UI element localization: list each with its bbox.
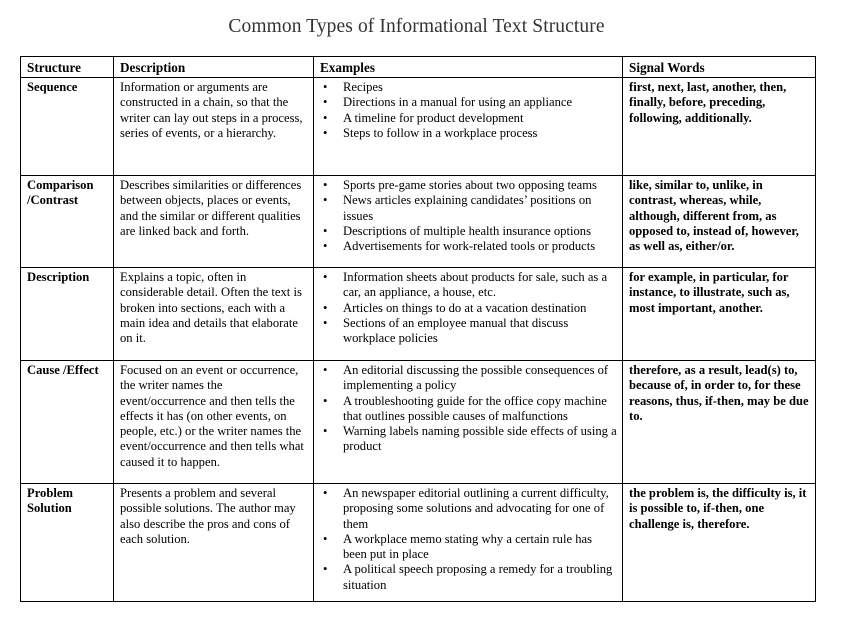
- structure-cell: Comparison /Contrast: [21, 176, 114, 268]
- header-examples: Examples: [314, 57, 623, 78]
- list-item: • A timeline for product development: [320, 111, 618, 126]
- table-header-row: [21, 57, 816, 78]
- signal-words-cell: like, similar to, unlike, in contrast, whereas, while, although, different from, as opposed to, instead of, however, as well as, either/or.: [623, 176, 816, 268]
- examples-cell: [314, 361, 623, 484]
- table-row: [21, 361, 816, 484]
- list-item: • Descriptions of multiple health insurance options: [320, 224, 618, 239]
- list-item: • Steps to follow in a workplace process: [320, 126, 618, 141]
- examples-cell: [314, 484, 623, 602]
- list-item: • A troubleshooting guide for the office copy machine that outlines possible causes of malfunctions: [320, 394, 618, 425]
- structure-cell: Cause /Effect: [21, 361, 114, 484]
- description-cell: Explains a topic, often in considerable detail. Often the text is broken into sections, each with a main idea and details that elaborate on it.: [114, 268, 314, 361]
- header-structure: Structure: [21, 57, 114, 78]
- structure-cell: Description: [21, 268, 114, 361]
- signal-words-cell: the problem is, the difficulty is, it is possible to, if-then, one challenge is, therefore.: [623, 484, 816, 602]
- examples-list: [320, 178, 618, 254]
- examples-cell: [314, 176, 623, 268]
- examples-list: [320, 270, 618, 346]
- examples-list: [320, 486, 618, 593]
- examples-cell: [314, 78, 623, 176]
- signal-words-cell: therefore, as a result, lead(s) to, because of, in order to, for these reasons, thus, if-then, may be due to.: [623, 361, 816, 484]
- description-cell: Focused on an event or occurrence, the writer names the event/occurrence and then tells the effects it has (on other events, on people, etc.) or the writer names the event/occurrence and then tells what caused it to happen.: [114, 361, 314, 484]
- examples-list: [320, 80, 618, 141]
- description-cell: Information or arguments are constructed in a chain, so that the writer can lay out steps in a process, series of events, or a hierarchy.: [114, 78, 314, 176]
- header-description: Description: [114, 57, 314, 78]
- description-cell: Presents a problem and several possible solutions. The author may also describe the pros and cons of each solution.: [114, 484, 314, 602]
- list-item: • News articles explaining candidates’ positions on issues: [320, 193, 618, 224]
- table-row: [21, 268, 816, 361]
- text-structure-table: [20, 56, 816, 602]
- table-row: [21, 176, 816, 268]
- list-item: • A political speech proposing a remedy for a troubling situation: [320, 562, 618, 593]
- list-item: • Sections of an employee manual that discuss workplace policies: [320, 316, 618, 347]
- page-title: Common Types of Informational Text Structure: [228, 16, 605, 37]
- list-item: • Advertisements for work-related tools or products: [320, 239, 618, 254]
- structure-cell: Sequence: [21, 78, 114, 176]
- list-item: • An editorial discussing the possible consequences of implementing a policy: [320, 363, 618, 394]
- list-item: • A workplace memo stating why a certain rule has been put in place: [320, 532, 618, 563]
- list-item: • Information sheets about products for sale, such as a car, an appliance, a house, etc.: [320, 270, 618, 301]
- header-signal-words: Signal Words: [623, 57, 816, 78]
- list-item: • Recipes: [320, 80, 618, 95]
- list-item: • An newspaper editorial outlining a current difficulty, proposing some solutions and advocating for one of them: [320, 486, 618, 532]
- signal-words-cell: first, next, last, another, then, finally, before, preceding, following, additionally.: [623, 78, 816, 176]
- description-cell: Describes similarities or differences between objects, places or events, and the similar or different qualities are linked back and forth.: [114, 176, 314, 268]
- list-item: • Sports pre-game stories about two opposing teams: [320, 178, 618, 193]
- examples-cell: [314, 268, 623, 361]
- signal-words-cell: for example, in particular, for instance, to illustrate, such as, most important, another.: [623, 268, 816, 361]
- list-item: • Warning labels naming possible side effects of using a product: [320, 424, 618, 455]
- table-row: [21, 78, 816, 176]
- structure-cell: Problem Solution: [21, 484, 114, 602]
- list-item: • Directions in a manual for using an appliance: [320, 95, 618, 110]
- list-item: • Articles on things to do at a vacation destination: [320, 301, 618, 316]
- examples-list: [320, 363, 618, 455]
- table-row: [21, 484, 816, 602]
